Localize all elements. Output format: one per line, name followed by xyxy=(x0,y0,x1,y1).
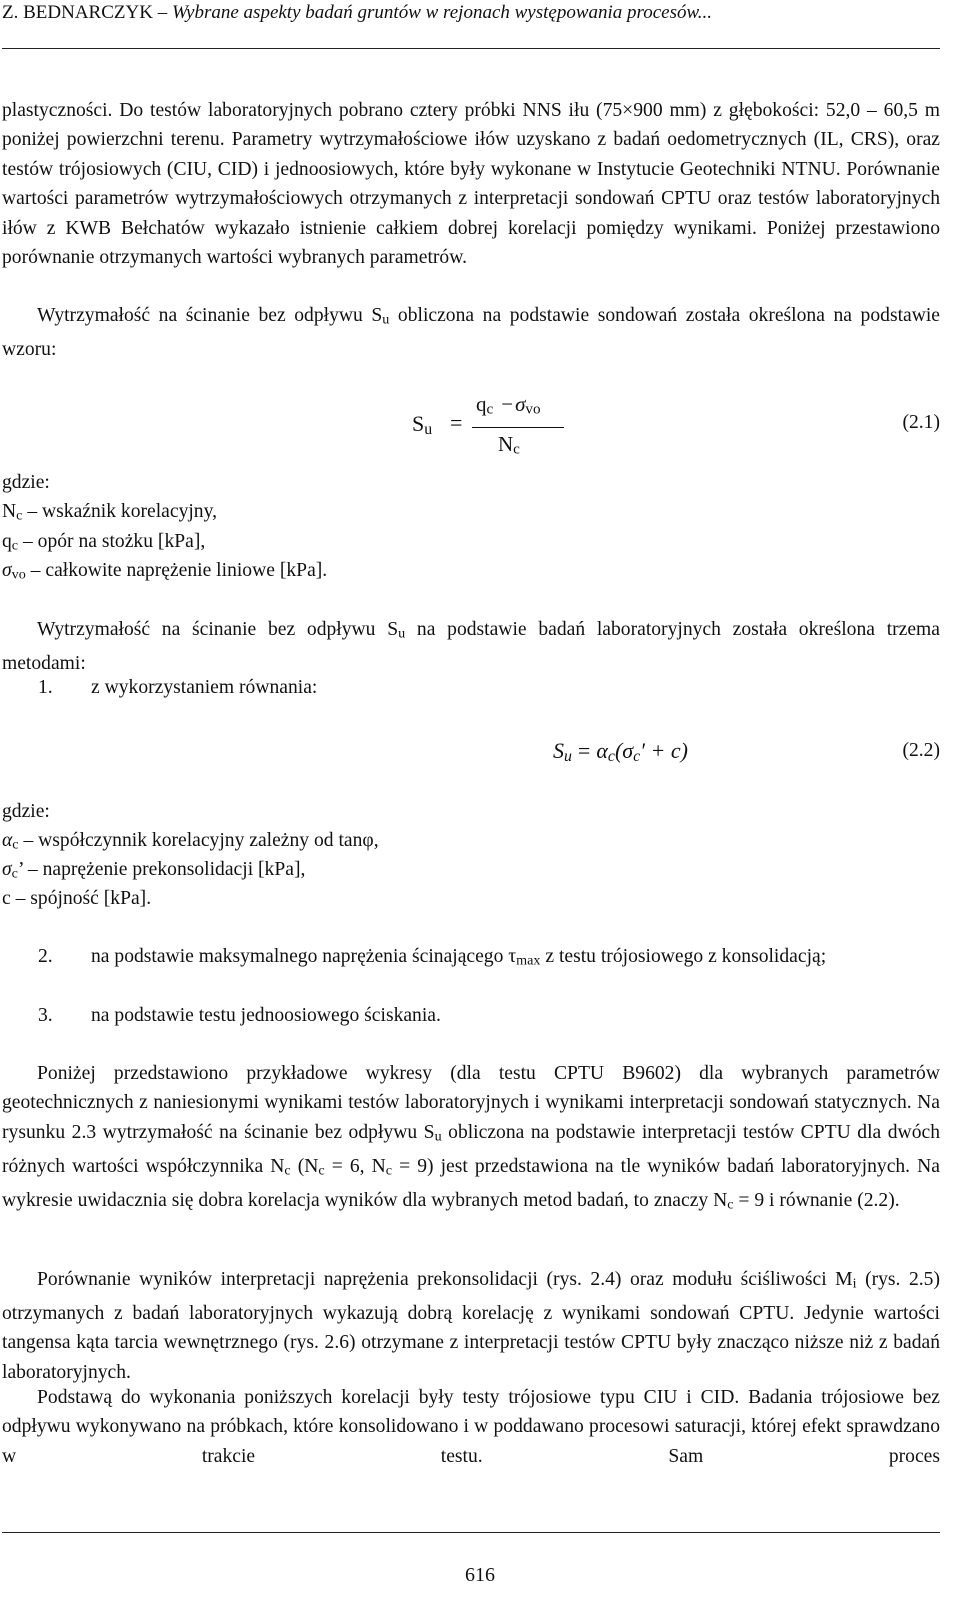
subscript: max xyxy=(516,952,541,969)
page-number: 616 xyxy=(465,1564,495,1586)
header-author: Z. BEDNARCZYK – xyxy=(2,2,172,23)
subscript: c xyxy=(607,747,615,765)
subscript: u xyxy=(398,625,406,642)
text-run: = 9) jest przedstawiona na tle wyników badań laboratoryjnych. Na wykresie uwidacznia się dobra korelacja wyników dla wybranych metod badań, to znaczy N xyxy=(2,1155,940,1211)
subscript: c xyxy=(16,507,23,524)
eq1-numerator xyxy=(476,392,541,419)
paragraph-1-text: plastyczności. Do testów laboratoryjnych pobrano cztery próbki NNS iłu (75×900 mm) z głębokości: 52,0 – 60,5 m poniżej powierzchni terenu. Parametry wytrzymałościowe iłów uzyskano z badań oedometrycznych (IL, CRS), oraz testów trójosiowych (CIU, CID) i jednoosiowych, które były wykonane w Instytucie Geotechniki NTNU. Porównanie wartości parametrów wytrzymałościowych otrzymanych z interpretacji sondowań CPTU oraz testów laboratoryjnych iłów z KWB Bełchatów wykazało istnienie całkiem dobrej korelacji pomiędzy wynikami. Poniżej przestawiono porównanie otrzymanych wartości wybranych parametrów. xyxy=(2,100,940,269)
text-run: = 6, N xyxy=(324,1155,386,1177)
list-item-2 xyxy=(2,942,940,1002)
where1-def-nc xyxy=(2,497,217,531)
symbol: σ xyxy=(2,859,12,880)
paragraph-6 xyxy=(2,1383,940,1471)
subscript: c xyxy=(284,1162,291,1179)
header-title: Wybrane aspekty badań gruntów w rejonach występowania procesów... xyxy=(171,2,712,23)
subscript: u xyxy=(424,420,433,438)
subscript: c xyxy=(486,401,494,418)
text-run: Podstawą do wykonania poniższych korelacji były testy trójosiowe typu CIU i CID. Badania trójosiowe bez odpływu wykonywano na próbkach, które konsolidowano i w poddawano procesowi saturacji, której efekt sprawdzano w trakcie testu. Sam proces xyxy=(2,1387,940,1467)
header-rule xyxy=(2,48,940,49)
text-run: – wskaźnik korelacyjny, xyxy=(22,501,218,522)
subscript: vo xyxy=(525,401,541,418)
text-run: Poniżej przedstawiono przykładowe wykresy (dla testu CPTU B9602) dla wybranych parametrów geotechnicznych z naniesionymi wynikami testów laboratoryjnych i wynikami interpretacji sondowań statycznych. Na rysunku 2.3 wytrzymałość na ścinanie bez odpływu S xyxy=(2,1063,940,1143)
symbol: q xyxy=(2,531,12,552)
symbol: S xyxy=(553,738,564,763)
list-number: 3. xyxy=(38,1005,53,1026)
subscript: c xyxy=(11,537,19,554)
list-text xyxy=(91,942,940,976)
paragraph-5 xyxy=(2,1265,940,1387)
text-run: (N xyxy=(290,1155,319,1177)
text-run: Wytrzymałość na ścinanie bez odpływu S xyxy=(37,619,399,640)
operator: − xyxy=(501,392,514,416)
text-run: ’ – naprężenie prekonsolidacji [kPa], xyxy=(17,859,306,880)
text-run: na podstawie badań laboratoryjnych została określona trzema metodami: xyxy=(2,619,940,674)
list-text: na podstawie testu jednoosiowego ściskania. xyxy=(91,1005,441,1026)
list-text: z wykorzystaniem równania: xyxy=(91,677,318,698)
symbol: ′ + c) xyxy=(640,738,688,763)
symbol: α xyxy=(596,738,608,763)
symbol: α xyxy=(2,830,13,851)
list-number: 1. xyxy=(38,677,53,698)
paragraph-4 xyxy=(2,1059,940,1220)
text-run: = 9 i równanie (2.2). xyxy=(733,1189,900,1211)
subscript: u xyxy=(434,1128,442,1145)
where2-def-c: c – spójność [kPa]. xyxy=(2,888,152,909)
paragraph-1 xyxy=(2,96,940,272)
eq1-equals: = xyxy=(450,410,463,435)
symbol: N xyxy=(498,432,514,456)
text-run: – opór na stożku [kPa], xyxy=(18,531,206,552)
subscript: c xyxy=(385,1162,393,1179)
text-run: obliczona na podstawie sondowań została określona na podstawie wzoru: xyxy=(2,305,940,360)
symbol: σ xyxy=(2,560,12,581)
subscript: c xyxy=(318,1162,325,1179)
text-run: obliczona na podstawie interpretacji testów CPTU dla dwóch różnych wartości współczynnika N xyxy=(2,1121,940,1177)
eq1-lhs xyxy=(412,411,432,439)
where1-label: gdzie: xyxy=(2,472,50,493)
text-run: – współczynnik korelacyjny zależny od tanφ, xyxy=(18,830,379,851)
list-number: 2. xyxy=(38,946,53,967)
text-run: – całkowite naprężenie liniowe [kPa]. xyxy=(25,560,328,581)
text-run: Wytrzymałość na ścinanie bez odpływu S xyxy=(37,305,383,326)
paragraph-3 xyxy=(2,615,940,678)
symbol: S xyxy=(412,411,425,436)
eq1-fraction-bar xyxy=(472,427,564,428)
subscript: c xyxy=(727,1196,734,1213)
footer-rule xyxy=(2,1532,940,1533)
eq2-number: (2.2) xyxy=(902,740,940,761)
eq2-body xyxy=(553,738,688,766)
where1-def-sigma xyxy=(2,556,327,590)
text-run: z testu trójosiowego z konsolidacją; xyxy=(540,946,827,967)
eq1-denominator xyxy=(498,432,520,459)
subscript: vo xyxy=(11,566,26,583)
subscript: c xyxy=(513,441,520,458)
subscript: u xyxy=(564,747,572,765)
text-run: (rys. 2.5) otrzymanych z badań laboratoryjnych wykazują dobrą korelację z wynikami sondowań CPTU. Jedynie wartości tangensa kąta tarcia wewnętrznego (rys. 2.6) otrzymane z interpretacji testów CPTU były znacząco niższe niż z badań laboratoryjnych. xyxy=(2,1269,940,1383)
subscript: c xyxy=(633,747,641,765)
symbol: N xyxy=(2,501,17,522)
symbol: σ xyxy=(515,392,526,416)
paragraph-2 xyxy=(2,301,940,364)
running-header xyxy=(2,0,712,26)
symbol: (σ xyxy=(614,738,634,763)
subscript: c xyxy=(11,865,18,882)
text-run: Porównanie wyników interpretacji naprężenia prekonsolidacji (rys. 2.4) oraz modułu ściśliwości M xyxy=(37,1269,853,1290)
operator: = xyxy=(577,738,591,763)
text-run: na podstawie maksymalnego naprężenia ścinającego τ xyxy=(91,946,517,967)
subscript: c xyxy=(12,836,19,853)
subscript: u xyxy=(382,311,390,328)
eq1-number: (2.1) xyxy=(902,412,940,433)
where2-label: gdzie: xyxy=(2,801,50,822)
subscript: i xyxy=(852,1275,857,1292)
symbol: q xyxy=(476,392,487,416)
